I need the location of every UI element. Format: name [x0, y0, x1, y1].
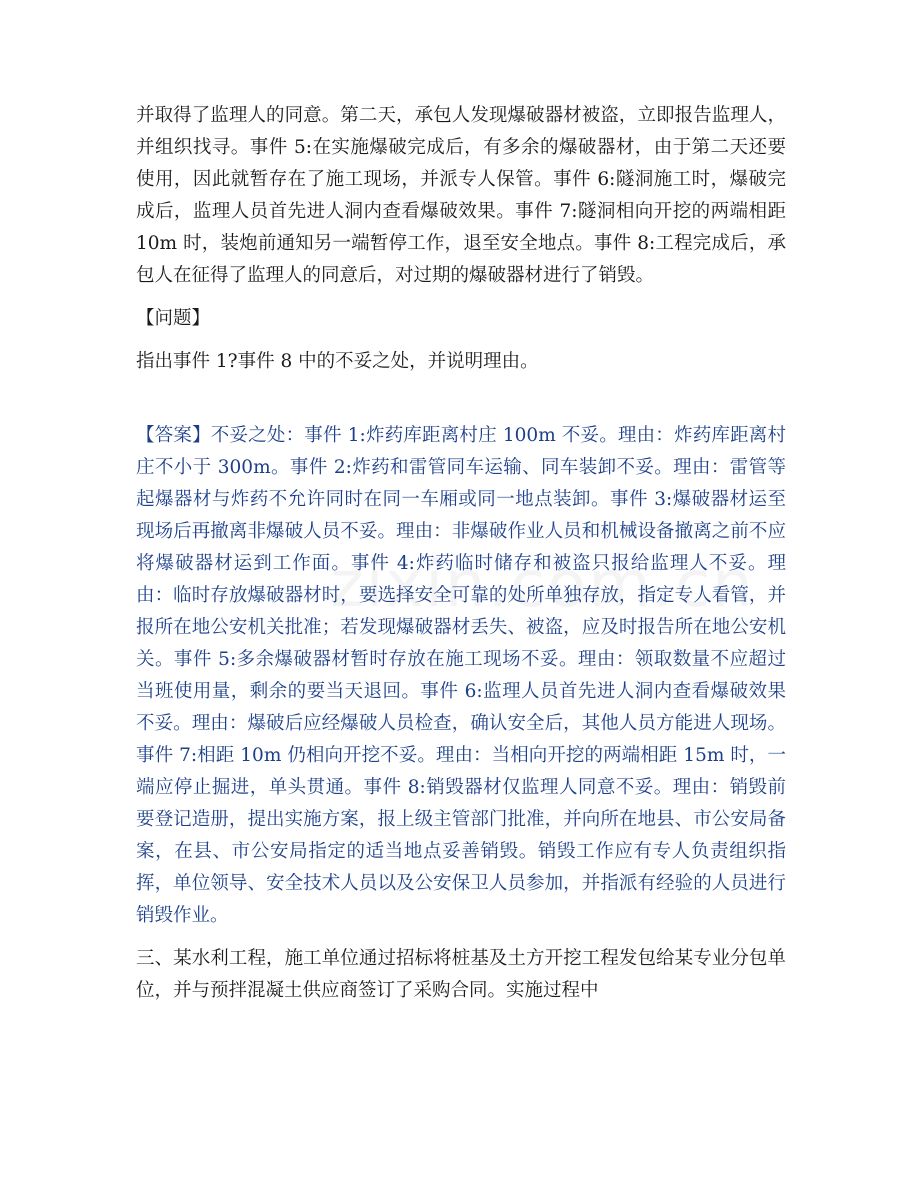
- answer-paragraph: 【答案】不妥之处：事件 1:炸药库距离村庄 100m 不妥。理由：炸药库距离村庄不小于 300m。事件 2:炸药和雷管同车运输、同车装卸不妥。理由：雷管等起爆器材与炸药不允许同时在同一车厢或同一地点装卸。事件 3:爆破器材运至现场后再撤离非爆破人员不妥。理由：非爆破作业人员和机械设备撤离之前不应将爆破器材运到工作面。事件 4:炸药临时储存和被盗只报给监理人不妥。理由：临时存放爆破器材时，要选择安全可靠的处所单独存放，指定专人看管，并报所在地公安机关批准；若发现爆破器材丢失、被盗，应及时报告所在地公安机关。事件 5:多余爆破器材暂时存放在施工现场不妥。理由：领取数量不应超过当班使用量，剩余的要当天退回。事件 6:监理人员首先进人洞内查看爆破效果不妥。理由：爆破后应经爆破人员检查，确认安全后，其他人员方能进人现场。事件 7:相距 10m 仍相向开挖不妥。理由：当相向开挖的两端相距 15m 时，一端应停止掘进，单头贯通。事件 8:销毁器材仅监理人同意不妥。理由：销毁前要登记造册，提出实施方案，报上级主管部门批准，并向所在地县、市公安局备案，在县、市公安局指定的适当地点妥善销毁。销毁工作应有专人负责组织指挥，单位领导、安全技术人员以及公安保卫人员参加，并指派有经验的人员进行销毁作业。: [136, 425, 786, 926]
- intro-paragraph: 并取得了监理人的同意。第二天，承包人发现爆破器材被盗，立即报告监理人，并组织找寻。事件 5:在实施爆破完成后，有多余的爆破器材，由于第二天还要使用，因此就暂存在了施工现场，并派专人保管。事件 6:隧洞施工时，爆破完成后，监理人员首先进人洞内查看爆破效果。事件 7:隧洞相向开挖的两端相距 10m 时，装炮前通知另一端暂停工作，退至安全地点。事件 8:工程完成后，承包人在征得了监理人的同意后，对过期的爆破器材进行了销毁。: [136, 105, 786, 286]
- question-text: 指出事件 1?事件 8 中的不妥之处，并说明理由。: [136, 351, 539, 372]
- document-body: [136, 100, 786, 1007]
- next-question-paragraph: 三、某水利工程，施工单位通过招标将桩基及土方开挖工程发包给某专业分包单位，并与预拌混凝土供应商签订了采购合同。实施过程中: [136, 948, 786, 1001]
- question-heading: 【问题】: [136, 308, 211, 329]
